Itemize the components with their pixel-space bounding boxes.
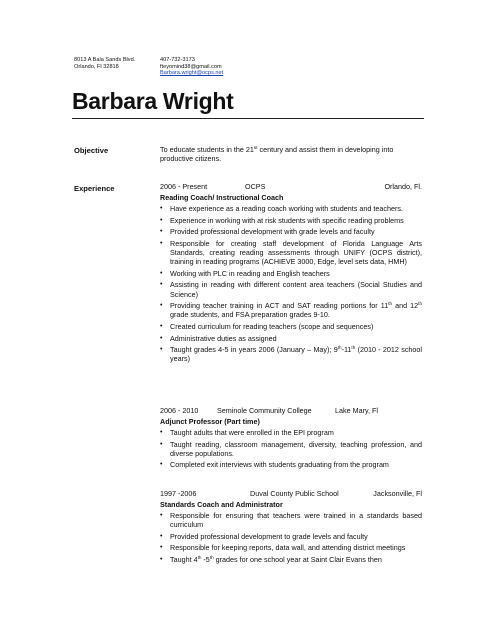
job-dates: 1997 -2006 [160,489,197,498]
job-dates: 2006 - 2010 [160,406,199,415]
experience-label: Experience [74,184,115,193]
job-title: Adjunct Professor (Part time) [160,417,260,426]
job-duties [160,428,422,470]
job-dates: 2006 - Present [160,182,208,191]
duty-item: • Working with PLC in reading and English teachers [160,269,422,278]
duty-item: • Created curriculum for reading teachers (scope and sequences) [160,322,422,331]
job-duties [160,511,422,564]
email-personal[interactable]: fteyomind38@gmail.com [160,63,222,70]
address-line-1: 8013 A Bala Sands Blvd. [74,57,136,63]
objective-label: Objective [74,146,109,155]
duty-item: • Taught reading, classroom management, diversity, teaching profession, and diverse populations. [160,440,422,458]
duty-item: • Experience in working with at risk students with specific reading problems [160,216,422,225]
duty-item: • Responsible for keeping reports, data wall, and attending district meetings [160,543,422,552]
duty-item: • Providing teacher training in ACT and SAT reading portions for 11th and 12th grade students, and FSA preparation grades 9-10. [160,301,422,319]
job-location: Jacksonville, Fl [373,489,422,498]
job-location: Orlando, Fl. [384,182,422,191]
job-duties [160,204,422,364]
resume-name: Barbara Wright [72,88,234,114]
job-entry [160,489,422,567]
duty-item: • Responsible for creating staff development of Florida Language Arts Standards, creating reading assessments through UNIFY (OCPS district), training in reading programs (ACHIEVE 3000, Edge, level sets data, HMH) [160,239,422,267]
job-title: Standards Coach and Administrator [160,500,283,509]
job-title: Reading Coach/ Instructional Coach [160,193,284,202]
header-divider [72,118,424,119]
job-org: Duval County Public School [250,489,339,498]
job-org: Seminole Community College [217,406,312,415]
objective-text: To educate students in the 21st century and assist them in developing into productive citizens. [160,145,394,164]
duty-item: • Responsible for ensuring that teachers were trained in a standards based curriculum [160,511,422,529]
duty-item: • Taught 4th -5th grades for one school year at Saint Clair Evans then [160,555,422,564]
phone-number: 407-732-3173 [160,57,195,63]
duty-item: • Completed exit interviews with students graduating from the program [160,460,422,469]
job-org: OCPS [245,182,266,191]
duty-item: • Taught grades 4-5 in years 2006 (January – May); 9th-11th (2010 - 2012 school years) [160,345,422,363]
contact-info [160,57,223,77]
duty-item: • Administrative duties as assigned [160,334,422,343]
job-location: Lake Mary, Fl [335,406,379,415]
job-entry [160,182,422,366]
duty-item: • Assisting in reading with different content area teachers (Social Studies and Science) [160,280,422,298]
duty-item: • Taught adults that were enrolled in the EPI program [160,428,422,437]
job-entry [160,406,422,472]
contact-address [74,57,135,70]
duty-item: • Provided professional development to grade levels and faculty [160,532,422,541]
email-work-link[interactable]: Barbara.wright@ocps.net [160,70,224,77]
address-line-2: Orlando, Fl 32818 [74,63,119,70]
duty-item: • Have experience as a reading coach working with students and teachers. [160,204,422,213]
duty-item: • Provided professional development with grade levels and faculty [160,227,422,236]
